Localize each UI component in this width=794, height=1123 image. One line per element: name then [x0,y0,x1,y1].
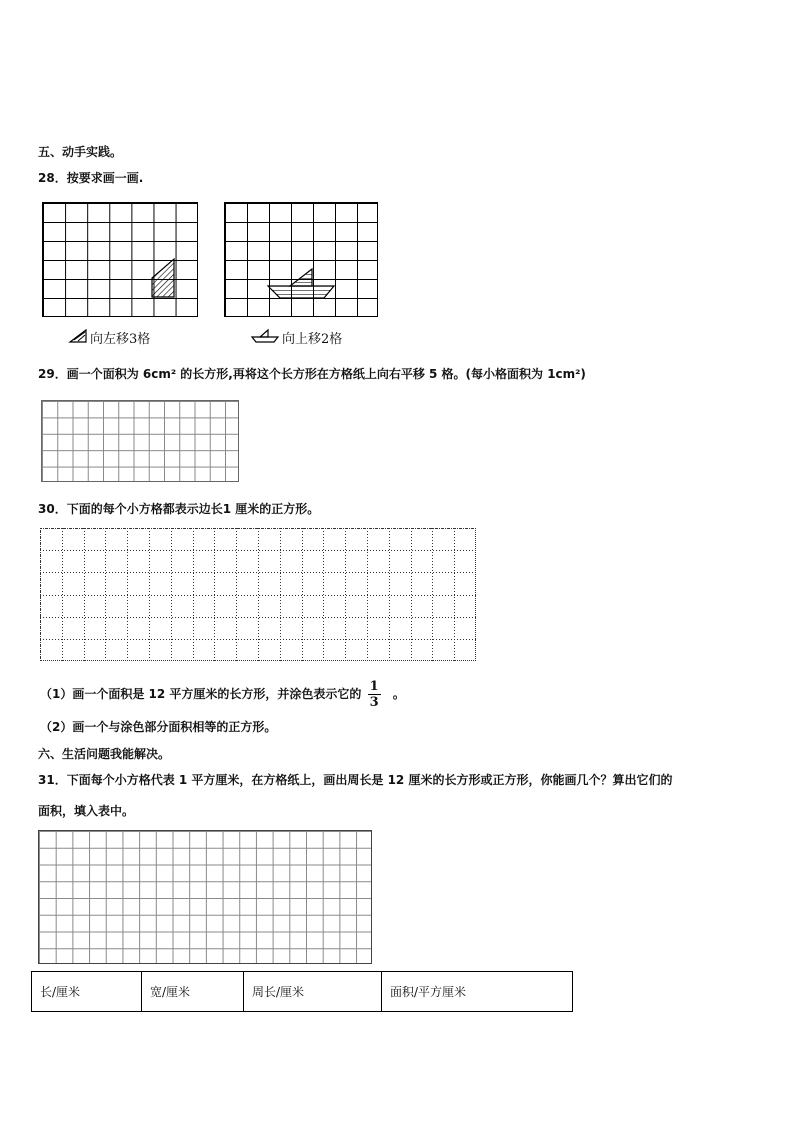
table-header-length: 长/厘米 [32,972,142,1012]
question-31-text-line1: 31．下面每个小方格代表 1 平方厘米，在方格纸上，画出周长是 12 厘米的长方形或正方形，你能画几个？算出它们的 [38,773,673,787]
table-header-area: 面积/平方厘米 [382,972,573,1012]
fraction-denominator: 3 [369,695,379,710]
table-header-width: 宽/厘米 [142,972,244,1012]
question-28-text: 28．按要求画一画. [38,171,144,185]
q28-caption-right: 向上移2格 [282,332,343,347]
q28-right-shape [224,202,378,317]
question-31-text-line2: 面积，填入表中。 [38,804,135,818]
table-row [32,972,573,1012]
fraction-one-third [368,679,381,710]
q30-part1-text: （1）画一个面积是 12 平方厘米的长方形，并涂色表示它的 [40,687,362,701]
table-header-perimeter: 周长/厘米 [244,972,382,1012]
question-29-text: 29．画一个面积为 6cm² 的长方形,再将这个长方形在方格纸上向右平移 5 格。(每小格面积为 1cm²) [38,367,586,381]
q31-grid [38,830,372,964]
right-shape-icon [250,328,282,344]
question-30-text: 30．下面的每个小方格都表示边长1 厘米的正方形。 [38,502,320,516]
left-shape-icon [68,328,92,344]
q31-answer-table [31,971,573,1012]
q30-part1-suffix: 。 [392,687,405,701]
q28-caption-left: 向左移3格 [90,332,151,347]
fraction-numerator: 1 [369,679,379,694]
q30-part2: （2）画一个与涂色部分面积相等的正方形。 [40,720,277,734]
q29-grid [41,400,239,482]
q30-part1 [40,679,405,710]
section-heading-6: 六、生活问题我能解决。 [38,747,171,761]
q28-left-shape [42,202,198,317]
section-heading-5: 五、动手实践。 [38,145,123,159]
q30-grid-lines [40,528,476,661]
